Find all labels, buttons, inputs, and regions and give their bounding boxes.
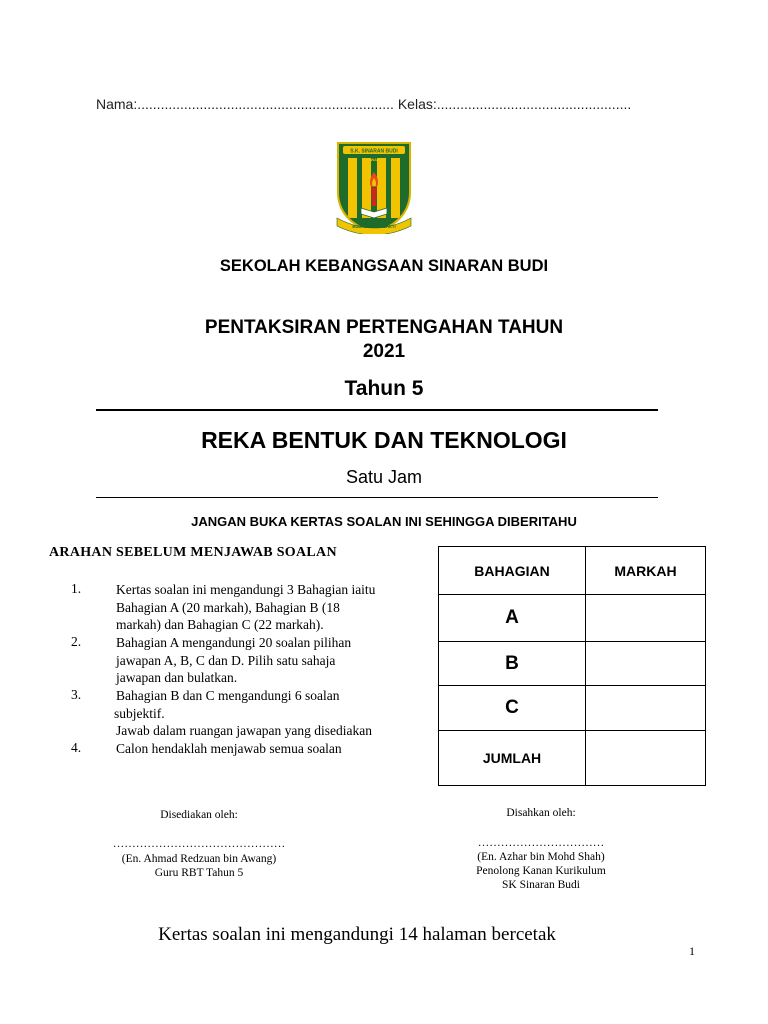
name-class-line bbox=[96, 96, 666, 112]
school-name: SEKOLAH KEBANGSAAN SINARAN BUDI bbox=[219, 257, 549, 275]
page-count-note: Kertas soalan ini mengandungi 14 halaman bercetak bbox=[158, 924, 556, 945]
total-label: JUMLAH bbox=[439, 731, 586, 786]
do-not-open-warning: JANGAN BUKA KERTAS SOALAN INI SEHINGGA DIBERITAHU bbox=[191, 514, 577, 529]
column-header-section: BAHAGIAN bbox=[439, 547, 586, 595]
column-header-marks: MARKAH bbox=[586, 547, 706, 595]
school-crest-logo bbox=[331, 134, 417, 234]
exam-title bbox=[0, 316, 768, 364]
class-label: Kelas: bbox=[397, 96, 437, 112]
table-row bbox=[439, 686, 706, 731]
crest-sub-text: RAWANG bbox=[365, 157, 383, 162]
table-header-row bbox=[439, 547, 706, 595]
name-label: Nama: bbox=[96, 96, 138, 112]
section-label-a: A bbox=[439, 595, 586, 642]
name-dots: .................................................................. bbox=[137, 96, 394, 112]
year-level: Tahun 5 bbox=[344, 377, 424, 400]
approved-by-block bbox=[441, 806, 641, 892]
instruction-line: Jawab dalam ruangan jawapan yang disediakan bbox=[116, 723, 373, 738]
instruction-line: Bahagian A (20 markah), Bahagian B (18 bbox=[116, 599, 340, 615]
instruction-item-2 bbox=[116, 634, 438, 687]
section-label-c: C bbox=[439, 686, 586, 731]
section-label-b: B bbox=[439, 642, 586, 686]
approved-by-label: Disahkan oleh: bbox=[506, 807, 576, 819]
exam-title-line1: PENTAKSIRAN PERTENGAHAN TAHUN bbox=[204, 317, 564, 338]
prepared-by-label: Disediakan oleh: bbox=[160, 809, 238, 821]
crest-motto: BUDI DAN BERBAKTI bbox=[352, 224, 396, 229]
approved-by-role: Penolong Kanan Kurikulum bbox=[476, 865, 606, 877]
instruction-line: jawapan A, B, C dan D. Pilih satu sahaja bbox=[116, 652, 336, 668]
instruction-number: 4. bbox=[71, 740, 82, 755]
subject-title: REKA BENTUK DAN TEKNOLOGI bbox=[201, 427, 567, 453]
divider-thin bbox=[96, 497, 658, 498]
instruction-line: subjektif. bbox=[114, 705, 165, 721]
instruction-line: Calon hendaklah menjawab semua soalan bbox=[116, 741, 342, 756]
instruction-item-4 bbox=[116, 740, 438, 758]
instruction-line: Bahagian A mengandungi 20 soalan pilihan bbox=[116, 635, 352, 650]
marks-table bbox=[438, 546, 706, 786]
instruction-line: Kertas soalan ini mengandungi 3 Bahagian iaitu bbox=[116, 582, 376, 597]
approved-signature-dots: …………………………… bbox=[477, 837, 605, 849]
instruction-line: markah) dan Bahagian C (22 markah). bbox=[116, 617, 324, 632]
marks-cell-total bbox=[586, 731, 706, 786]
exam-title-year: 2021 bbox=[362, 341, 406, 362]
marks-cell-a bbox=[586, 595, 706, 642]
instruction-line: Bahagian B dan C mengandungi 6 soalan bbox=[116, 688, 340, 703]
instruction-item-3 bbox=[116, 687, 438, 740]
prepared-by-block bbox=[99, 808, 299, 880]
approved-by-org: SK Sinaran Budi bbox=[502, 879, 580, 891]
marks-cell-b bbox=[586, 642, 706, 686]
approved-by-name: (En. Azhar bin Mohd Shah) bbox=[477, 851, 605, 863]
table-row bbox=[439, 642, 706, 686]
table-row bbox=[439, 731, 706, 786]
instruction-line: jawapan dan bulatkan. bbox=[116, 670, 238, 685]
class-dots: .................................................. bbox=[436, 96, 632, 112]
instruction-number: 2. bbox=[71, 634, 82, 649]
prepared-by-role: Guru RBT Tahun 5 bbox=[154, 867, 244, 879]
instructions-heading: ARAHAN SEBELUM MENJAWAB SOALAN bbox=[49, 545, 337, 560]
divider-thick bbox=[96, 409, 658, 411]
instruction-number: 3. bbox=[71, 687, 82, 702]
prepared-by-name: (En. Ahmad Redzuan bin Awang) bbox=[121, 853, 277, 865]
marks-cell-c bbox=[586, 686, 706, 731]
page-number: 1 bbox=[689, 944, 695, 958]
exam-duration: Satu Jam bbox=[345, 467, 423, 487]
crest-top-text: S.K. SINARAN BUDI bbox=[350, 148, 398, 155]
instruction-number: 1. bbox=[71, 581, 82, 596]
table-row bbox=[439, 595, 706, 642]
prepared-signature-dots: ……………………………………… bbox=[112, 838, 286, 850]
instruction-item-1 bbox=[116, 581, 438, 634]
